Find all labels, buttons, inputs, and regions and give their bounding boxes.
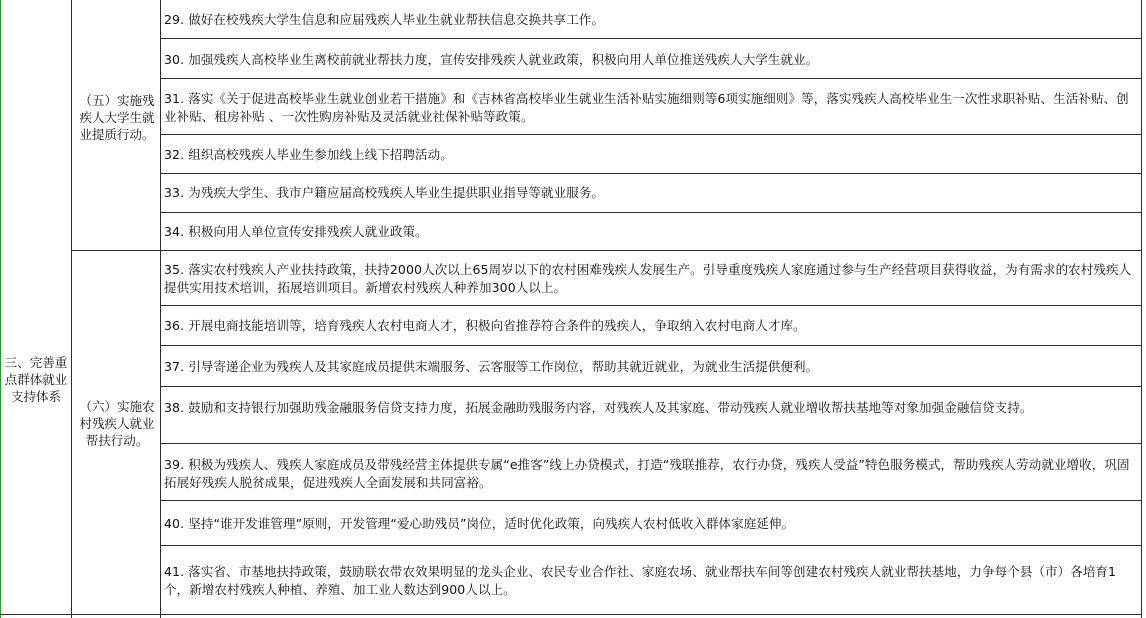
row-divider [160, 38, 1142, 39]
row-divider [160, 212, 1142, 213]
table-row-item-35: 35. 落实农村残疾人产业扶持政策，扶持2000人次以上65周岁以下的农村困难残疾人发展生产。引导重度残疾人家庭通过参与生产经营项目获得收益，为有需求的农村残疾人提供实用技术培训，拓展培训项目。新增农村残疾人种养加300人以上。 [164, 262, 1132, 295]
table-row-item-29: 29. 做好在校残疾大学生信息和应届残疾人毕业生就业帮扶信息交换共享工作。 [164, 12, 605, 27]
column-divider [1141, 0, 1142, 618]
table-row-item-39: 39. 积极为残疾人、残疾人家庭成员及带残经营主体提供专属“e推客”线上办贷模式，打造“残联推荐，农行办贷，残疾人受益”特色服务模式，帮助残疾人劳动就业增收，巩固拓展好残疾人脱贫成果，促进残疾人全面发展和共同富裕。 [164, 457, 1130, 490]
row-divider [160, 386, 1142, 387]
column-divider [160, 0, 161, 618]
row-divider [160, 500, 1142, 501]
table-row-item-31: 31. 落实《关于促进高校毕业生就业创业若干措施》和《吉林省高校毕业生就业生活补贴实施细则等6项实施细则》等，落实残疾人高校毕业生一次性求职补贴、生活补贴、创业补贴、租房补贴 、一次性购房补贴及灵活就业社保补贴等政策。 [164, 91, 1129, 124]
group-title-6: （六）实施农村残疾人就业帮扶行动。 [79, 399, 155, 448]
table-row-item-38: 38. 鼓励和支持银行加强助残金融服务信贷支持力度，拓展金融助残服务内容，对残疾人及其家庭、带动残疾人就业增收帮扶基地等对象加强金融信贷支持。 [164, 400, 1033, 415]
table-bottom-border [0, 614, 1142, 615]
row-divider [160, 305, 1142, 306]
table-row-item-40: 40. 坚持“谁开发谁管理”原则，开发管理“爱心助残员”岗位，适时优化政策，向残疾人农村低收入群体家庭延伸。 [164, 516, 795, 531]
row-divider [160, 345, 1142, 346]
table-row-item-32: 32. 组织高校残疾人毕业生参加线上线下招聘活动。 [164, 147, 453, 162]
table-row-item-41: 41. 落实省、市基地扶持政策，鼓励联农带农效果明显的龙头企业、农民专业合作社、家庭农场、就业帮扶车间等创建农村残疾人就业帮扶基地，力争每个县（市）各培育1个，新增农村残疾人种植、养殖、加工业人数达到900人以上。 [164, 564, 1117, 597]
table-row-item-34: 34. 积极向用人单位宣传安排残疾人就业政策。 [164, 224, 428, 239]
row-divider [160, 443, 1142, 444]
row-divider [160, 173, 1142, 174]
row-divider [160, 134, 1142, 135]
table-row-item-30: 30. 加强残疾人高校毕业生离校前就业帮扶力度，宣传安排残疾人就业政策，积极向用人单位推送残疾人大学生就业。 [164, 52, 819, 67]
column-divider [71, 0, 72, 618]
table-row-item-36: 36. 开展电商技能培训等，培育残疾人农村电商人才，积极向省推荐符合条件的残疾人，争取纳入农村电商人才库。 [164, 318, 806, 333]
row-divider [160, 78, 1142, 79]
table-row-item-33: 33. 为残疾大学生、我市户籍应届高校残疾人毕业生提供职业指导等就业服务。 [164, 185, 605, 200]
group-title-5: （五）实施残疾人大学生就业提质行动。 [79, 93, 155, 142]
sheet-left-edge [0, 0, 1, 618]
group-divider [71, 250, 1142, 251]
row-divider [160, 545, 1142, 546]
category-cell: 三、完善重点群体就业支持体系 [4, 355, 68, 404]
table-row-item-37: 37. 引导寄递企业为残疾人及其家庭成员提供末端服务、云客服等工作岗位，帮助其就近就业，为就业生活提供便利。 [164, 359, 819, 374]
